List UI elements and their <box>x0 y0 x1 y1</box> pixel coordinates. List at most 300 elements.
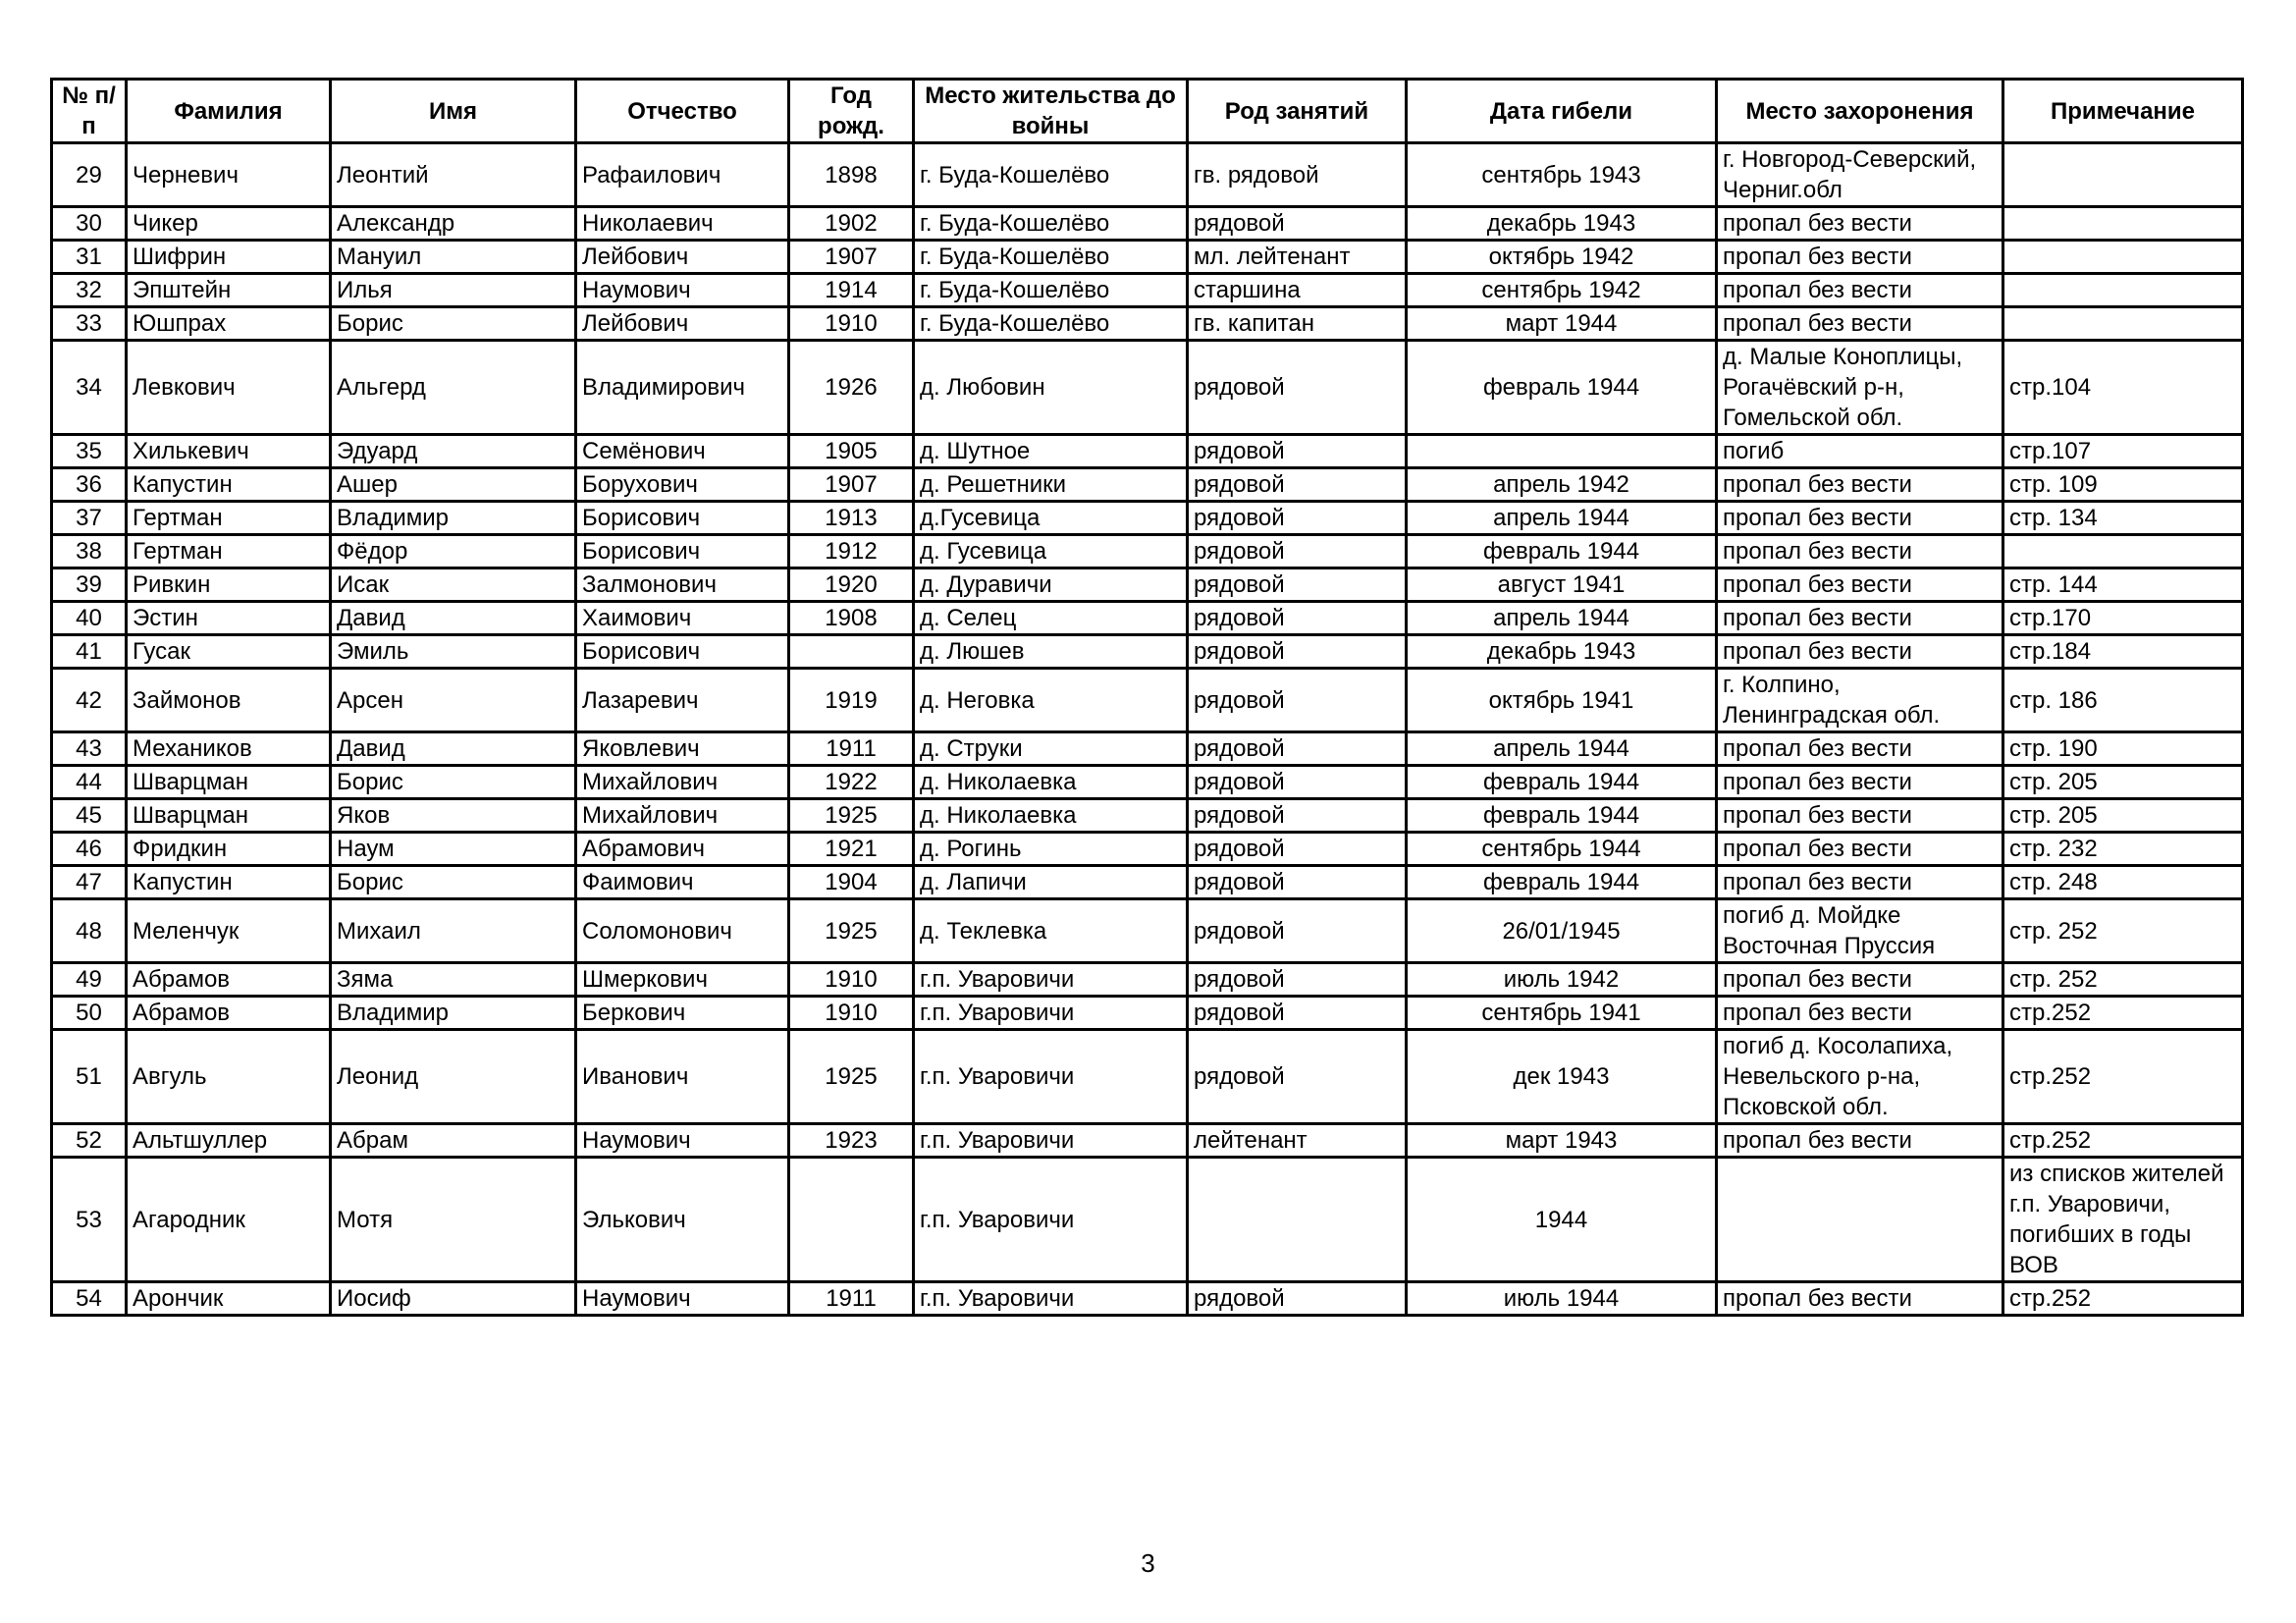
cell-burial-place: погиб д. Косолапиха, Невельского р-на, Псковской обл. <box>1717 1030 2003 1124</box>
cell-number: 33 <box>52 307 127 341</box>
cell-residence: д. Неговка <box>914 669 1188 732</box>
cell-number: 37 <box>52 502 127 535</box>
cell-burial-place: погиб <box>1717 435 2003 468</box>
col-header-note: Примечание <box>2003 80 2243 143</box>
cell-patronymic: Михайлович <box>576 799 789 833</box>
table-row <box>52 468 2243 502</box>
cell-surname: Меленчук <box>127 899 331 963</box>
cell-patronymic: Лазаревич <box>576 669 789 732</box>
cell-surname: Абрамов <box>127 963 331 997</box>
cell-patronymic: Иванович <box>576 1030 789 1124</box>
cell-burial-place: г. Колпино, Ленинградская обл. <box>1717 669 2003 732</box>
cell-residence: д. Струки <box>914 732 1188 766</box>
col-header-number: № п/п <box>52 80 127 143</box>
cell-surname: Хилькевич <box>127 435 331 468</box>
cell-note <box>2003 241 2243 274</box>
cell-name: Леонид <box>331 1030 576 1124</box>
cell-burial-place: погиб д. Мойдке Восточная Пруссия <box>1717 899 2003 963</box>
cell-burial-place: пропал без вести <box>1717 241 2003 274</box>
cell-name: Илья <box>331 274 576 307</box>
cell-birth-year: 1921 <box>789 833 914 866</box>
cell-patronymic: Наумович <box>576 1124 789 1158</box>
table-row <box>52 535 2243 568</box>
cell-occupation: рядовой <box>1188 997 1407 1030</box>
cell-patronymic: Шмеркович <box>576 963 789 997</box>
cell-birth-year: 1920 <box>789 568 914 602</box>
cell-occupation: рядовой <box>1188 1030 1407 1124</box>
cell-patronymic: Элькович <box>576 1158 789 1282</box>
cell-birth-year: 1905 <box>789 435 914 468</box>
cell-occupation: рядовой <box>1188 799 1407 833</box>
cell-birth-year: 1907 <box>789 468 914 502</box>
cell-number: 42 <box>52 669 127 732</box>
cell-surname: Гусак <box>127 635 331 669</box>
cell-birth-year: 1925 <box>789 799 914 833</box>
cell-surname: Шифрин <box>127 241 331 274</box>
cell-burial-place: д. Малые Коноплицы, Рогачёвский р-н, Гомельской обл. <box>1717 341 2003 435</box>
cell-surname: Авгуль <box>127 1030 331 1124</box>
table-row <box>52 435 2243 468</box>
cell-patronymic: Яковлевич <box>576 732 789 766</box>
table-row <box>52 799 2243 833</box>
cell-number: 38 <box>52 535 127 568</box>
cell-note: стр. 186 <box>2003 669 2243 732</box>
table-header-row <box>52 80 2243 143</box>
table-row <box>52 1282 2243 1316</box>
cell-residence: д. Лапичи <box>914 866 1188 899</box>
cell-number: 52 <box>52 1124 127 1158</box>
cell-occupation: рядовой <box>1188 766 1407 799</box>
cell-death-date <box>1407 435 1717 468</box>
cell-burial-place: пропал без вести <box>1717 963 2003 997</box>
cell-birth-year: 1911 <box>789 1282 914 1316</box>
cell-birth-year: 1925 <box>789 899 914 963</box>
cell-note <box>2003 274 2243 307</box>
cell-death-date: сентябрь 1942 <box>1407 274 1717 307</box>
cell-occupation: рядовой <box>1188 207 1407 241</box>
table-row <box>52 833 2243 866</box>
cell-name: Леонтий <box>331 143 576 207</box>
cell-name: Арсен <box>331 669 576 732</box>
cell-note: стр. 232 <box>2003 833 2243 866</box>
cell-occupation: старшина <box>1188 274 1407 307</box>
table-row <box>52 307 2243 341</box>
cell-residence: г.п. Уваровичи <box>914 963 1188 997</box>
cell-number: 50 <box>52 997 127 1030</box>
cell-name: Владимир <box>331 502 576 535</box>
cell-note <box>2003 207 2243 241</box>
cell-number: 39 <box>52 568 127 602</box>
cell-occupation: гв. капитан <box>1188 307 1407 341</box>
cell-burial-place: пропал без вести <box>1717 207 2003 241</box>
cell-residence: г. Буда-Кошелёво <box>914 274 1188 307</box>
cell-residence: г.п. Уваровичи <box>914 1124 1188 1158</box>
cell-surname: Гертман <box>127 535 331 568</box>
cell-death-date: февраль 1944 <box>1407 799 1717 833</box>
cell-death-date: октябрь 1942 <box>1407 241 1717 274</box>
cell-name: Давид <box>331 602 576 635</box>
cell-death-date: апрель 1944 <box>1407 502 1717 535</box>
cell-name: Борис <box>331 307 576 341</box>
cell-surname: Гертман <box>127 502 331 535</box>
cell-death-date: 26/01/1945 <box>1407 899 1717 963</box>
cell-burial-place <box>1717 1158 2003 1282</box>
cell-occupation: рядовой <box>1188 963 1407 997</box>
cell-name: Давид <box>331 732 576 766</box>
cell-surname: Чикер <box>127 207 331 241</box>
cell-surname: Шварцман <box>127 799 331 833</box>
cell-birth-year <box>789 1158 914 1282</box>
cell-burial-place: пропал без вести <box>1717 766 2003 799</box>
cell-name: Владимир <box>331 997 576 1030</box>
cell-name: Борис <box>331 766 576 799</box>
cell-birth-year: 1910 <box>789 997 914 1030</box>
col-header-birth-year: Год рожд. <box>789 80 914 143</box>
cell-burial-place: пропал без вести <box>1717 274 2003 307</box>
table-row <box>52 341 2243 435</box>
cell-birth-year: 1907 <box>789 241 914 274</box>
cell-occupation: рядовой <box>1188 866 1407 899</box>
col-header-patronymic: Отчество <box>576 80 789 143</box>
col-header-residence: Место жительства до войны <box>914 80 1188 143</box>
cell-residence: д. Шутное <box>914 435 1188 468</box>
cell-number: 53 <box>52 1158 127 1282</box>
cell-number: 36 <box>52 468 127 502</box>
cell-occupation: рядовой <box>1188 535 1407 568</box>
cell-note <box>2003 535 2243 568</box>
cell-occupation: рядовой <box>1188 468 1407 502</box>
cell-occupation: рядовой <box>1188 435 1407 468</box>
cell-residence: д. Рогинь <box>914 833 1188 866</box>
cell-number: 45 <box>52 799 127 833</box>
cell-patronymic: Борисович <box>576 535 789 568</box>
table-row <box>52 1124 2243 1158</box>
table-row <box>52 207 2243 241</box>
cell-occupation: рядовой <box>1188 1282 1407 1316</box>
cell-surname: Эпштейн <box>127 274 331 307</box>
cell-name: Ашер <box>331 468 576 502</box>
cell-birth-year: 1898 <box>789 143 914 207</box>
cell-occupation: мл. лейтенант <box>1188 241 1407 274</box>
cell-burial-place: пропал без вести <box>1717 732 2003 766</box>
cell-note: стр. 205 <box>2003 766 2243 799</box>
cell-death-date: апрель 1944 <box>1407 732 1717 766</box>
cell-birth-year <box>789 635 914 669</box>
col-header-burial-place: Место захоронения <box>1717 80 2003 143</box>
cell-surname: Абрамов <box>127 997 331 1030</box>
cell-number: 51 <box>52 1030 127 1124</box>
cell-note: стр.104 <box>2003 341 2243 435</box>
cell-occupation: рядовой <box>1188 635 1407 669</box>
cell-note: стр.252 <box>2003 1282 2243 1316</box>
col-header-death-date: Дата гибели <box>1407 80 1717 143</box>
cell-note <box>2003 307 2243 341</box>
cell-death-date: дек 1943 <box>1407 1030 1717 1124</box>
cell-burial-place: пропал без вести <box>1717 307 2003 341</box>
table-row <box>52 1158 2243 1282</box>
cell-surname: Механиков <box>127 732 331 766</box>
cell-birth-year: 1925 <box>789 1030 914 1124</box>
cell-death-date: октябрь 1941 <box>1407 669 1717 732</box>
cell-birth-year: 1914 <box>789 274 914 307</box>
cell-death-date: февраль 1944 <box>1407 535 1717 568</box>
cell-death-date: декабрь 1943 <box>1407 635 1717 669</box>
cell-burial-place: пропал без вести <box>1717 799 2003 833</box>
cell-occupation: рядовой <box>1188 833 1407 866</box>
cell-patronymic: Николаевич <box>576 207 789 241</box>
cell-burial-place: пропал без вести <box>1717 568 2003 602</box>
table-body <box>52 143 2243 1316</box>
col-header-surname: Фамилия <box>127 80 331 143</box>
cell-name: Фёдор <box>331 535 576 568</box>
cell-surname: Арончик <box>127 1282 331 1316</box>
cell-number: 29 <box>52 143 127 207</box>
cell-occupation: лейтенант <box>1188 1124 1407 1158</box>
cell-birth-year: 1910 <box>789 307 914 341</box>
cell-residence: г.п. Уваровичи <box>914 1030 1188 1124</box>
cell-patronymic: Борисович <box>576 502 789 535</box>
cell-residence: г.п. Уваровичи <box>914 1158 1188 1282</box>
cell-death-date: февраль 1944 <box>1407 766 1717 799</box>
cell-death-date: март 1944 <box>1407 307 1717 341</box>
cell-number: 47 <box>52 866 127 899</box>
cell-number: 40 <box>52 602 127 635</box>
cell-patronymic: Семёнович <box>576 435 789 468</box>
table-row <box>52 997 2243 1030</box>
cell-burial-place: пропал без вести <box>1717 502 2003 535</box>
cell-number: 54 <box>52 1282 127 1316</box>
cell-patronymic: Лейбович <box>576 307 789 341</box>
cell-residence: д. Селец <box>914 602 1188 635</box>
cell-residence: д. Дуравичи <box>914 568 1188 602</box>
cell-note <box>2003 143 2243 207</box>
cell-death-date: сентябрь 1943 <box>1407 143 1717 207</box>
cell-residence: г. Буда-Кошелёво <box>914 307 1188 341</box>
cell-name: Эдуард <box>331 435 576 468</box>
cell-patronymic: Михайлович <box>576 766 789 799</box>
cell-birth-year: 1908 <box>789 602 914 635</box>
cell-note: стр.184 <box>2003 635 2243 669</box>
table-row <box>52 241 2243 274</box>
table-row <box>52 602 2243 635</box>
cell-surname: Шварцман <box>127 766 331 799</box>
cell-note: стр.252 <box>2003 1030 2243 1124</box>
cell-patronymic: Борухович <box>576 468 789 502</box>
cell-surname: Левкович <box>127 341 331 435</box>
cell-note: стр.252 <box>2003 997 2243 1030</box>
cell-burial-place: пропал без вести <box>1717 635 2003 669</box>
cell-birth-year: 1912 <box>789 535 914 568</box>
cell-death-date: апрель 1944 <box>1407 602 1717 635</box>
page-number: 3 <box>1141 1548 1155 1578</box>
table-row <box>52 1030 2243 1124</box>
cell-surname: Эстин <box>127 602 331 635</box>
cell-patronymic: Наумович <box>576 274 789 307</box>
cell-occupation: гв. рядовой <box>1188 143 1407 207</box>
cell-name: Мотя <box>331 1158 576 1282</box>
cell-name: Наум <box>331 833 576 866</box>
table-row <box>52 963 2243 997</box>
cell-burial-place: пропал без вести <box>1717 997 2003 1030</box>
cell-patronymic: Владимирович <box>576 341 789 435</box>
cell-surname: Альтшуллер <box>127 1124 331 1158</box>
cell-number: 31 <box>52 241 127 274</box>
cell-patronymic: Соломонович <box>576 899 789 963</box>
cell-number: 35 <box>52 435 127 468</box>
cell-note: стр. 109 <box>2003 468 2243 502</box>
cell-death-date: июль 1944 <box>1407 1282 1717 1316</box>
cell-occupation: рядовой <box>1188 669 1407 732</box>
cell-patronymic: Залмонович <box>576 568 789 602</box>
cell-patronymic: Рафаилович <box>576 143 789 207</box>
cell-residence: д. Николаевка <box>914 766 1188 799</box>
cell-burial-place: г. Новгород-Северский, Черниг.обл <box>1717 143 2003 207</box>
cell-birth-year: 1911 <box>789 732 914 766</box>
cell-birth-year: 1922 <box>789 766 914 799</box>
cell-surname: Ривкин <box>127 568 331 602</box>
cell-note: стр. 190 <box>2003 732 2243 766</box>
cell-death-date: сентябрь 1941 <box>1407 997 1717 1030</box>
cell-birth-year: 1913 <box>789 502 914 535</box>
cell-residence: г. Буда-Кошелёво <box>914 143 1188 207</box>
cell-burial-place: пропал без вести <box>1717 1124 2003 1158</box>
cell-residence: д. Решетники <box>914 468 1188 502</box>
cell-residence: д. Теклевка <box>914 899 1188 963</box>
cell-number: 49 <box>52 963 127 997</box>
cell-patronymic: Хаимович <box>576 602 789 635</box>
cell-patronymic: Борисович <box>576 635 789 669</box>
cell-birth-year: 1902 <box>789 207 914 241</box>
cell-name: Абрам <box>331 1124 576 1158</box>
cell-note: из списков жителей г.п. Уваровичи, погибших в годы ВОВ <box>2003 1158 2243 1282</box>
col-header-occupation: Род занятий <box>1188 80 1407 143</box>
table-row <box>52 274 2243 307</box>
cell-note: стр. 205 <box>2003 799 2243 833</box>
cell-note: стр.252 <box>2003 1124 2243 1158</box>
table-row <box>52 568 2243 602</box>
cell-residence: д. Николаевка <box>914 799 1188 833</box>
cell-death-date: февраль 1944 <box>1407 866 1717 899</box>
cell-death-date: март 1943 <box>1407 1124 1717 1158</box>
cell-number: 44 <box>52 766 127 799</box>
cell-occupation: рядовой <box>1188 899 1407 963</box>
cell-burial-place: пропал без вести <box>1717 602 2003 635</box>
table-row <box>52 732 2243 766</box>
cell-name: Зяма <box>331 963 576 997</box>
cell-name: Михаил <box>331 899 576 963</box>
cell-name: Мануил <box>331 241 576 274</box>
cell-name: Эмиль <box>331 635 576 669</box>
table-row <box>52 143 2243 207</box>
cell-death-date: февраль 1944 <box>1407 341 1717 435</box>
cell-birth-year: 1923 <box>789 1124 914 1158</box>
col-header-name: Имя <box>331 80 576 143</box>
cell-name: Александр <box>331 207 576 241</box>
cell-note: стр. 252 <box>2003 963 2243 997</box>
casualty-table <box>50 78 2244 1317</box>
cell-surname: Капустин <box>127 468 331 502</box>
cell-residence: д.Гусевица <box>914 502 1188 535</box>
cell-name: Иосиф <box>331 1282 576 1316</box>
cell-note: стр. 144 <box>2003 568 2243 602</box>
cell-birth-year: 1910 <box>789 963 914 997</box>
cell-note: стр.107 <box>2003 435 2243 468</box>
cell-note: стр. 252 <box>2003 899 2243 963</box>
cell-patronymic: Беркович <box>576 997 789 1030</box>
cell-birth-year: 1926 <box>789 341 914 435</box>
table-row <box>52 866 2243 899</box>
cell-surname: Агародник <box>127 1158 331 1282</box>
cell-name: Исак <box>331 568 576 602</box>
cell-number: 34 <box>52 341 127 435</box>
cell-occupation: рядовой <box>1188 341 1407 435</box>
cell-number: 32 <box>52 274 127 307</box>
cell-residence: г.п. Уваровичи <box>914 997 1188 1030</box>
cell-note: стр. 134 <box>2003 502 2243 535</box>
table-row <box>52 669 2243 732</box>
cell-residence: г. Буда-Кошелёво <box>914 207 1188 241</box>
cell-death-date: сентябрь 1944 <box>1407 833 1717 866</box>
cell-residence: г. Буда-Кошелёво <box>914 241 1188 274</box>
cell-number: 46 <box>52 833 127 866</box>
cell-occupation: рядовой <box>1188 732 1407 766</box>
cell-number: 48 <box>52 899 127 963</box>
cell-death-date: декабрь 1943 <box>1407 207 1717 241</box>
cell-burial-place: пропал без вести <box>1717 468 2003 502</box>
cell-death-date: апрель 1942 <box>1407 468 1717 502</box>
cell-name: Альгерд <box>331 341 576 435</box>
table-row <box>52 899 2243 963</box>
cell-occupation: рядовой <box>1188 602 1407 635</box>
cell-patronymic: Лейбович <box>576 241 789 274</box>
cell-residence: г.п. Уваровичи <box>914 1282 1188 1316</box>
cell-residence: д. Люшев <box>914 635 1188 669</box>
cell-patronymic: Абрамович <box>576 833 789 866</box>
cell-residence: д. Гусевица <box>914 535 1188 568</box>
cell-patronymic: Фаимович <box>576 866 789 899</box>
cell-death-date: июль 1942 <box>1407 963 1717 997</box>
cell-surname: Капустин <box>127 866 331 899</box>
cell-note: стр. 248 <box>2003 866 2243 899</box>
cell-death-date: август 1941 <box>1407 568 1717 602</box>
cell-burial-place: пропал без вести <box>1717 1282 2003 1316</box>
cell-surname: Юшпрах <box>127 307 331 341</box>
table-row <box>52 635 2243 669</box>
cell-number: 41 <box>52 635 127 669</box>
cell-occupation <box>1188 1158 1407 1282</box>
cell-death-date: 1944 <box>1407 1158 1717 1282</box>
cell-residence: д. Любовин <box>914 341 1188 435</box>
cell-name: Борис <box>331 866 576 899</box>
cell-note: стр.170 <box>2003 602 2243 635</box>
cell-patronymic: Наумович <box>576 1282 789 1316</box>
cell-occupation: рядовой <box>1188 502 1407 535</box>
cell-burial-place: пропал без вести <box>1717 535 2003 568</box>
cell-burial-place: пропал без вести <box>1717 833 2003 866</box>
document-page <box>50 78 2241 1317</box>
cell-surname: Фридкин <box>127 833 331 866</box>
cell-occupation: рядовой <box>1188 568 1407 602</box>
cell-burial-place: пропал без вести <box>1717 866 2003 899</box>
table-row <box>52 502 2243 535</box>
cell-number: 43 <box>52 732 127 766</box>
cell-surname: Черневич <box>127 143 331 207</box>
cell-birth-year: 1904 <box>789 866 914 899</box>
cell-name: Яков <box>331 799 576 833</box>
table-row <box>52 766 2243 799</box>
cell-surname: Займонов <box>127 669 331 732</box>
cell-birth-year: 1919 <box>789 669 914 732</box>
